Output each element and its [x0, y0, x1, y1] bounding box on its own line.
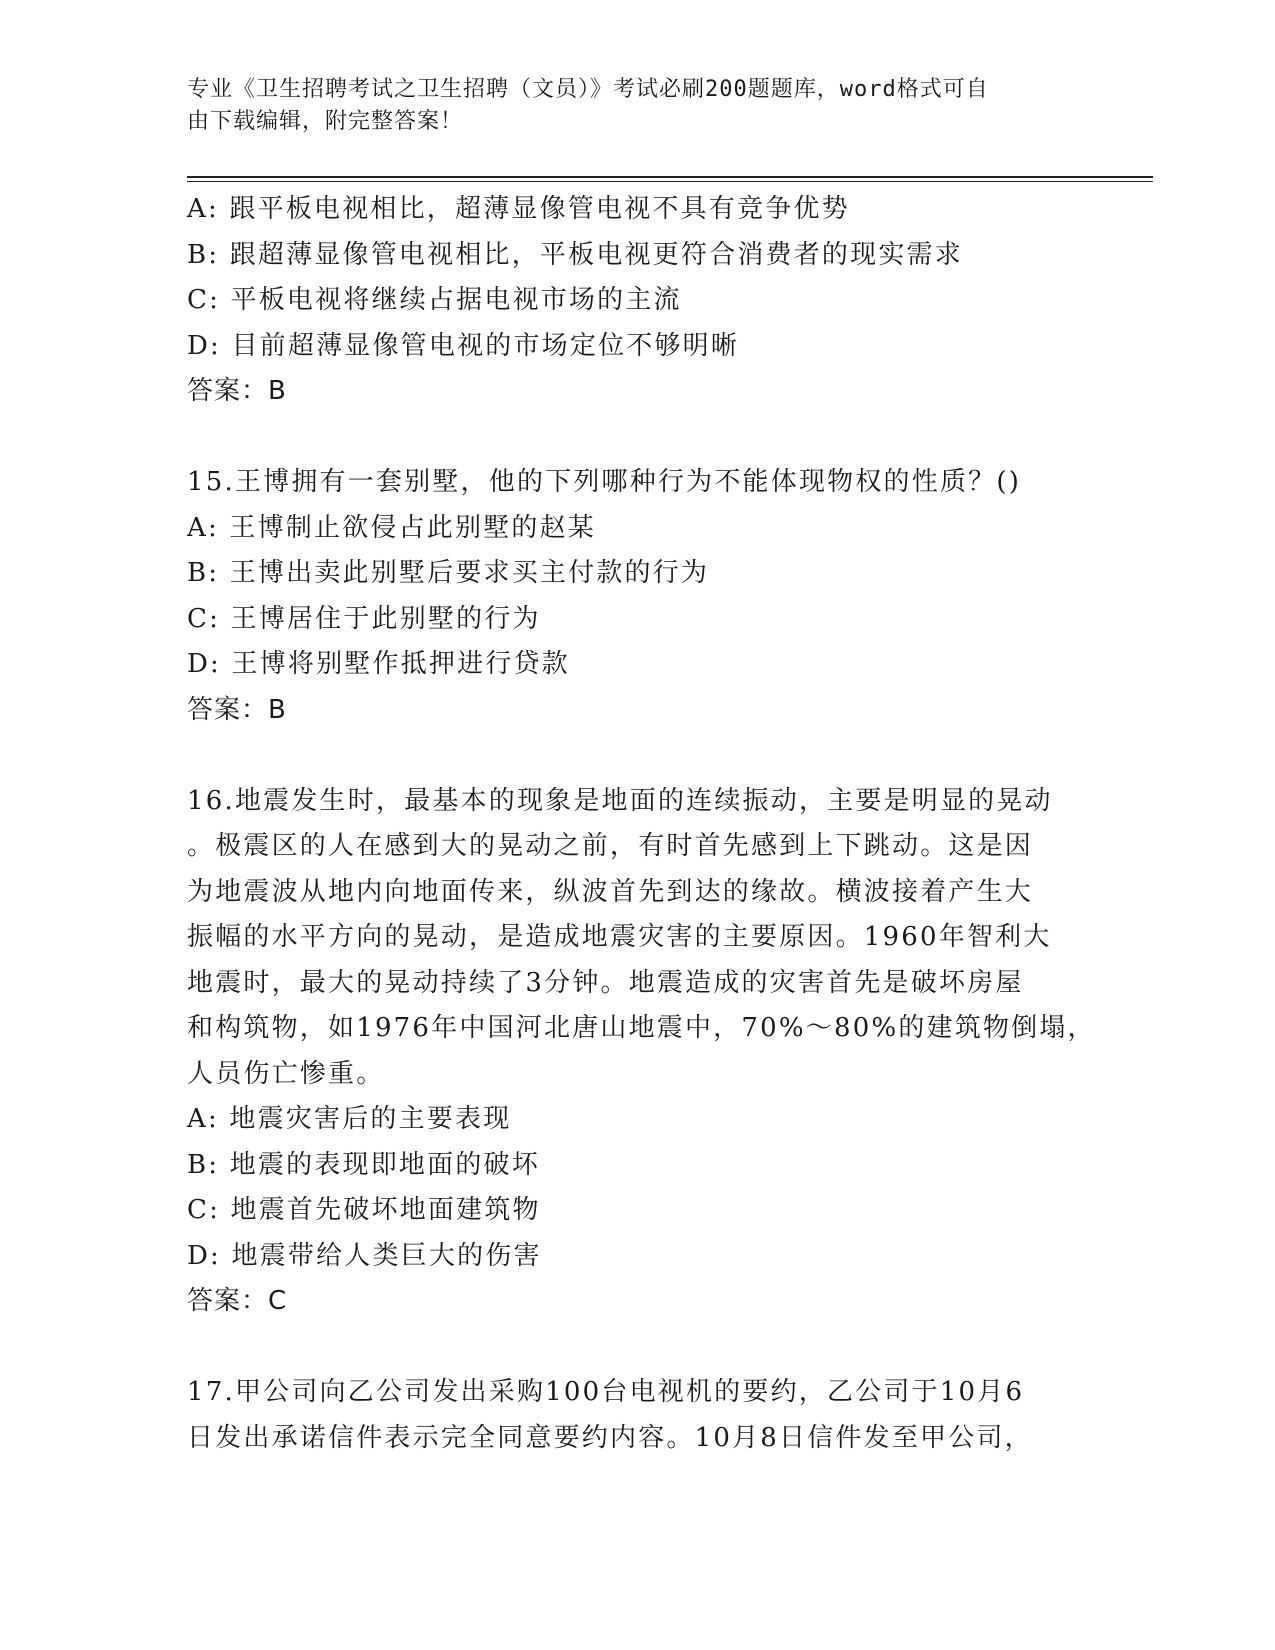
q14-option-d: D: 目前超薄显像管电视的市场定位不够明晰 [187, 330, 740, 361]
q16-stem-line: 和构筑物，如1976年中国河北唐山地震中，70%～80%的建筑物倒塌， [187, 1013, 1096, 1043]
header-title-line-1: 专业《卫生招聘考试之卫生招聘（文员）》考试必刷200题题库，word格式可自 [187, 77, 989, 102]
q15-option-c: C: 王博居住于此别墅的行为 [187, 603, 541, 634]
q16-option-a: A: 地震灾害后的主要表现 [187, 1104, 512, 1134]
question-content [187, 187, 1147, 1461]
q14-option-c: C: 平板电视将继续占据电视市场的主流 [187, 285, 682, 315]
spacer [187, 1325, 1147, 1371]
q16-stem-line: 地震时，最大的晃动持续了3分钟。地震造成的灾害首先是破坏房屋 [187, 967, 1024, 998]
question-17 [187, 1370, 1147, 1461]
question-14 [187, 187, 1147, 415]
q16-option-c: C: 地震首先破坏地面建筑物 [187, 1195, 541, 1225]
q15-option-b: B: 王博出卖此别墅后要求买主付款的行为 [187, 558, 710, 588]
question-15 [187, 460, 1147, 733]
q16-stem-line: 振幅的水平方向的晃动，是造成地震灾害的主要原因。1960年智利大 [187, 922, 1052, 952]
q15-option-d: D: 王博将别墅作抵押进行贷款 [187, 649, 570, 679]
q16-option-d: D: 地震带给人类巨大的伤害 [187, 1240, 542, 1271]
header-title-line-2: 由下载编辑，附完整答案！ [187, 109, 464, 134]
q17-stem-line: 日发出承诺信件表示完全同意要约内容。10月8日信件发至甲公司， [187, 1422, 1033, 1453]
spacer [187, 733, 1147, 779]
spacer [187, 415, 1147, 461]
document-header [187, 74, 1067, 138]
q14-answer: 答案：B [187, 376, 287, 406]
q16-stem-line: 16.地震发生时，最基本的现象是地面的连续振动，主要是明显的晃动 [187, 785, 1053, 816]
q14-option-a: A: 跟平板电视相比，超薄显像管电视不具有竞争优势 [187, 194, 850, 224]
header-divider-thin [187, 181, 1153, 182]
q16-stem-line: 人员伤亡惨重。 [187, 1058, 385, 1089]
q14-option-b: B: 跟超薄显像管电视相比，平板电视更符合消费者的现实需求 [187, 239, 963, 270]
q16-stem-line: 。极震区的人在感到大的晃动之前，有时首先感到上下跳动。这是因 [187, 831, 1034, 861]
q15-stem: 15.王博拥有一套别墅，他的下列哪种行为不能体现物权的性质？() [187, 467, 1022, 497]
q16-stem-line: 为地震波从地内向地面传来，纵波首先到达的缘故。横波接着产生大 [187, 876, 1034, 907]
q16-option-b: B: 地震的表现即地面的破坏 [187, 1149, 540, 1180]
q17-stem-line: 17.甲公司向乙公司发出采购100台电视机的要约，乙公司于10月6 [187, 1377, 1025, 1407]
question-16 [187, 779, 1147, 1325]
header-divider-thick [187, 176, 1153, 178]
q15-option-a: A: 王博制止欲侵占此别墅的赵某 [187, 512, 597, 543]
q16-answer: 答案：C [187, 1286, 288, 1316]
q15-answer: 答案：B [187, 694, 287, 725]
